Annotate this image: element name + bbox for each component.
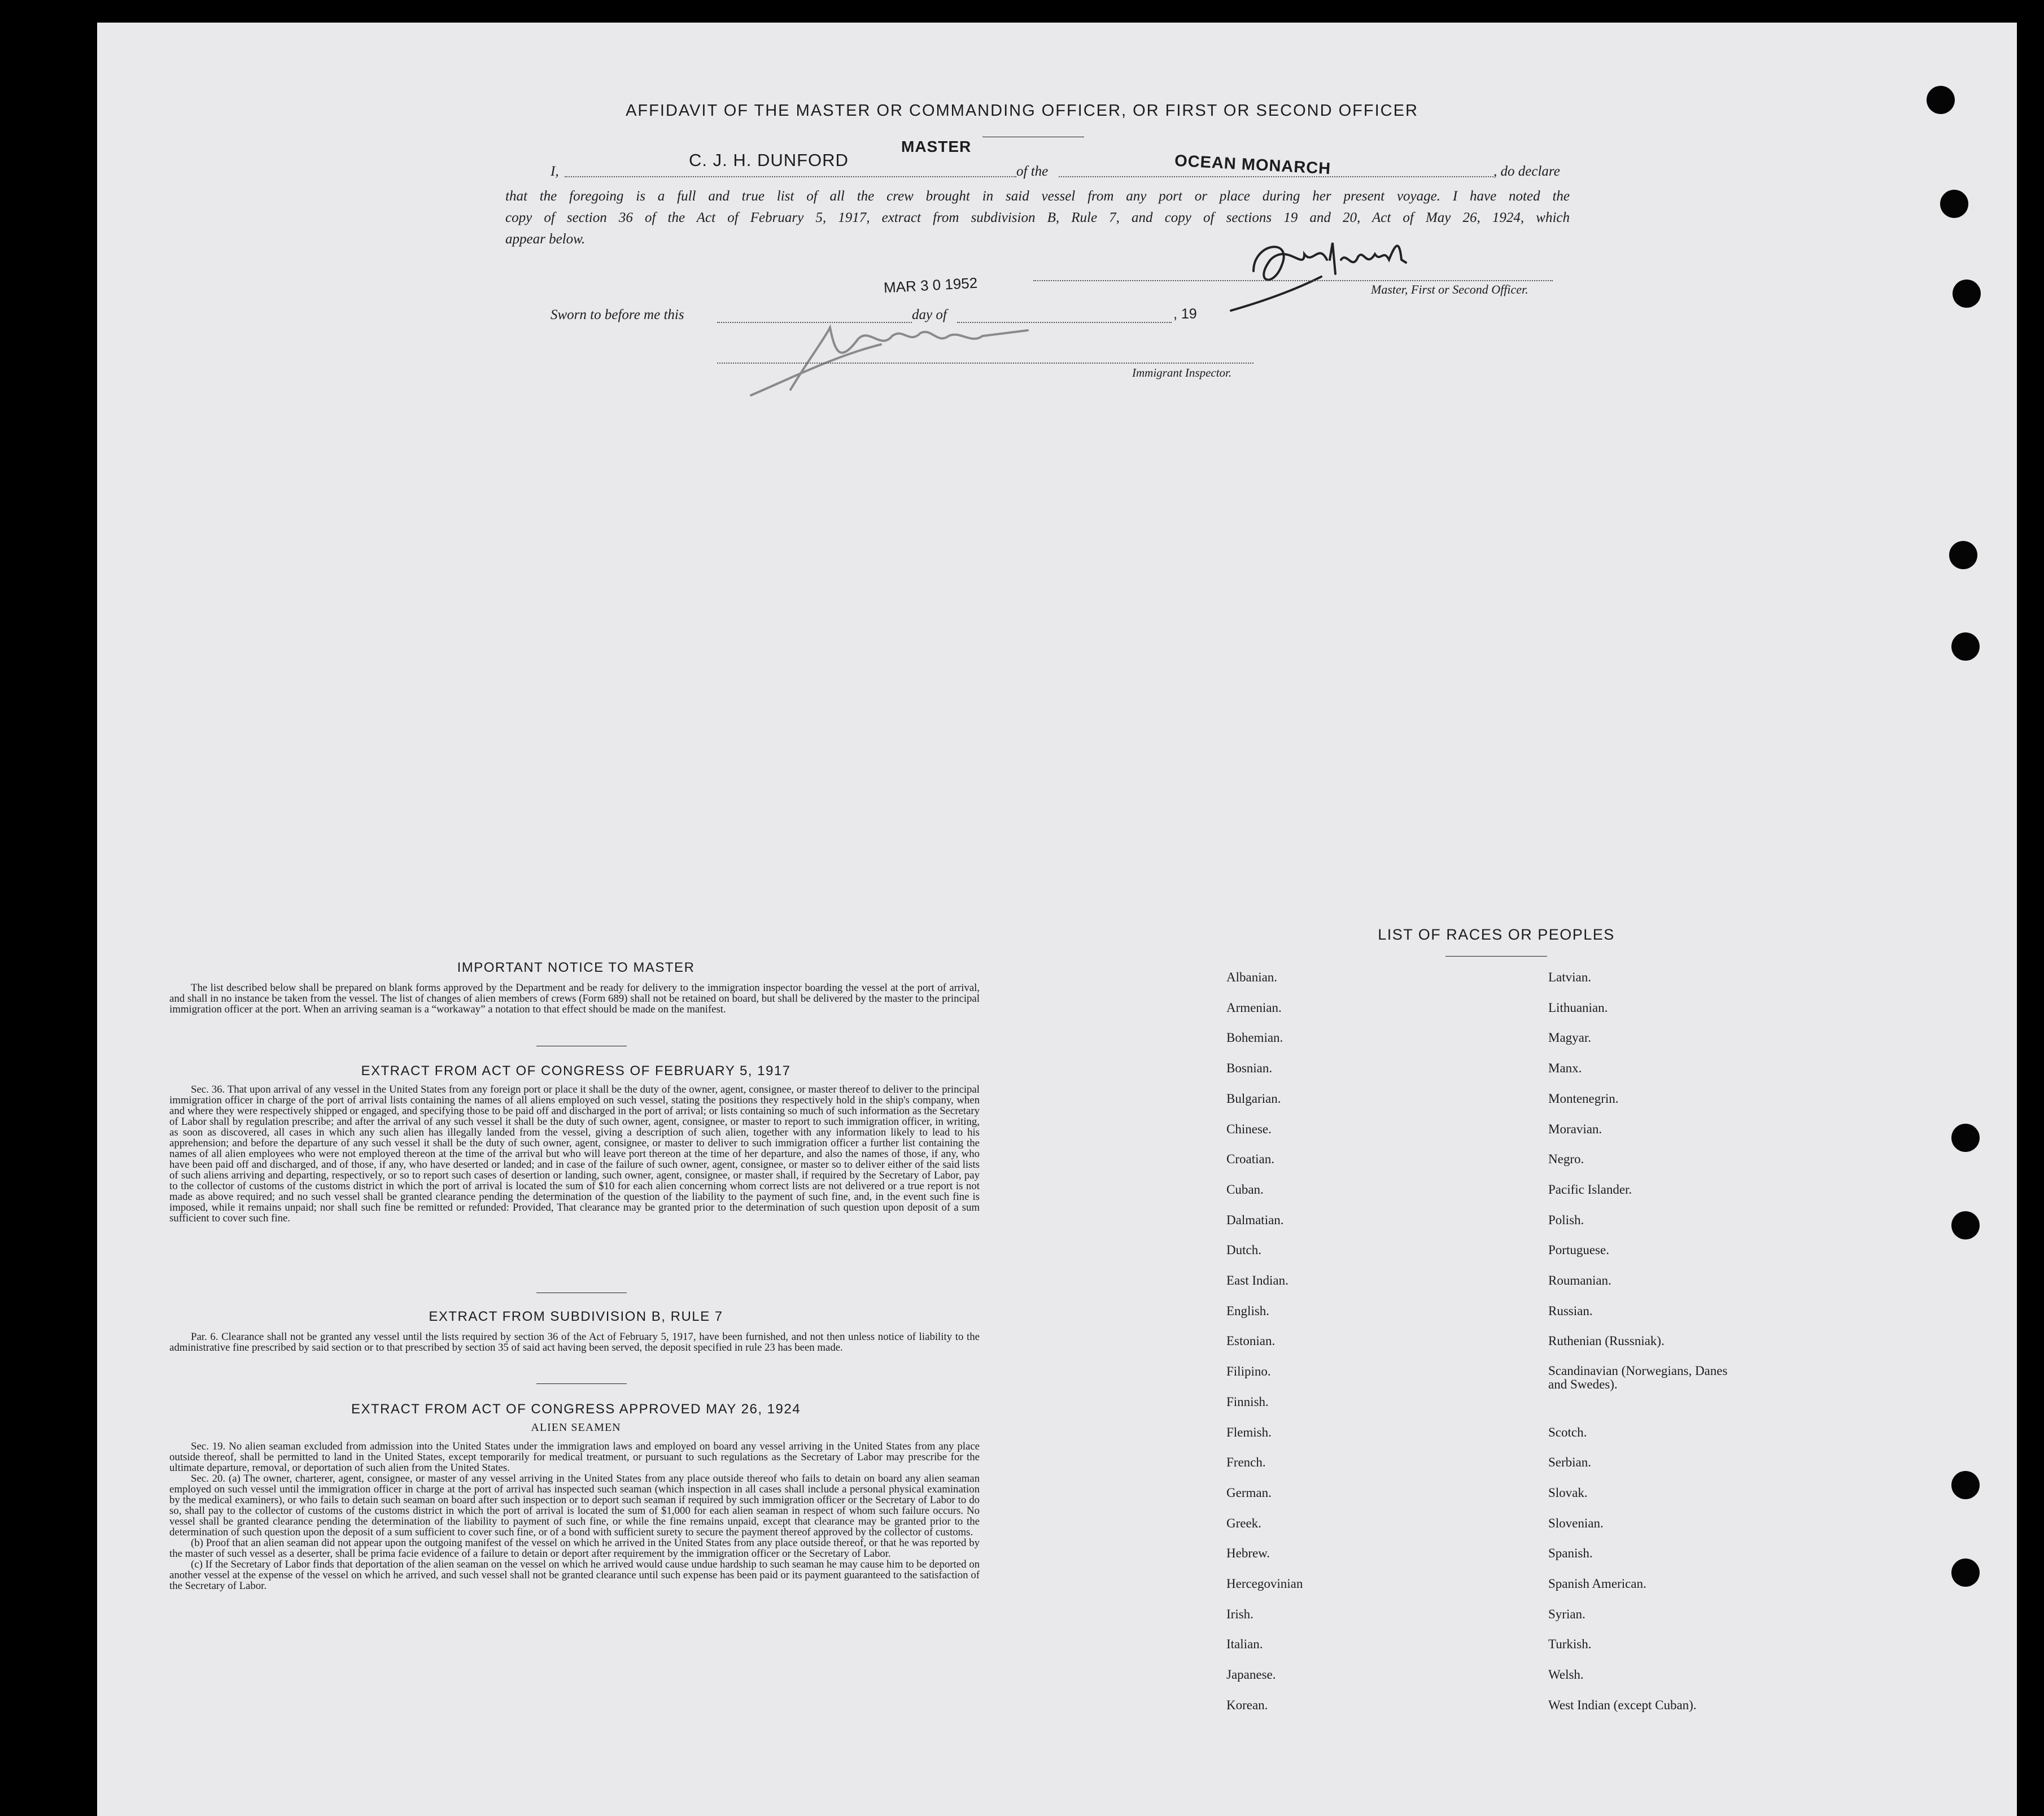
sec-20a-text: Sec. 20. (a) The owner, charterer, agent, consignee, or master of any vessel arriving in the United States from any place outside thereof who fails to detain on board any alien seaman employed on such vessel until the immigration officer in charge at the port of arrival has inspected such seaman (which inspection in all cases shall include a personal physical examination by the medical examiners), or who fails to detain such seaman on board after such inspection or to deport such seaman if required by such immigration officer or the Secretary of Labor to do so, shall pay to the collector of customs of the customs district in which the port of arrival is located the sum of $1,000 for each alien seaman in respect of whom such failure occurs. No vessel shall be granted clearance pending the determination of the liability to payment of such fine, or while the fine remains unpaid, except that clearance may be granted prior to the determination of such question upon the deposit of a sum sufficient to cover such fine, or of a bond with sufficient surety to secure the payment thereof approved by the collector of customs. — [169, 1473, 980, 1538]
race-item-left: Bulgarian. — [1226, 1091, 1281, 1106]
race-item-right: Pacific Islander. — [1548, 1182, 1632, 1197]
race-item-left: Filipino. — [1226, 1364, 1271, 1379]
inspector-signature — [745, 305, 1062, 401]
race-item-right: Serbian. — [1548, 1455, 1592, 1470]
officer-name: C. J. H. DUNFORD — [689, 150, 849, 170]
race-item-right: Ruthenian (Russniak). — [1548, 1334, 1665, 1348]
race-item-left: Croatian. — [1226, 1152, 1274, 1167]
race-item-right: Manx. — [1548, 1061, 1582, 1076]
race-item-right: Montenegrin. — [1548, 1091, 1619, 1106]
race-item-right: Roumanian. — [1548, 1273, 1611, 1287]
race-item-left: Finnish. — [1226, 1394, 1269, 1409]
race-item-left: East Indian. — [1226, 1273, 1289, 1287]
race-item-left: Korean. — [1226, 1697, 1268, 1712]
extract-rule7-title: EXTRACT FROM SUBDIVISION B, RULE 7 — [429, 1309, 723, 1324]
of-the-text: of the — [1016, 164, 1049, 179]
inspector-caption: Immigrant Inspector. — [1132, 366, 1232, 379]
punch-hole — [1940, 190, 1968, 218]
sec-20c-text: (c) If the Secretary of Labor finds that deportation of the alien seaman on the vessel on which he arrived would cause undue hardship to such seaman he may cause him to be deported on another vessel at the expense of the vessel on which he arrived, and such vessel shall not be granted clearance until such expense has been paid or its payment guaranteed to the satisfaction of the Secretary of Labor. — [169, 1559, 980, 1592]
race-item-left: Cuban. — [1226, 1182, 1264, 1197]
race-item-left: Dalmatian. — [1226, 1212, 1284, 1227]
race-item-right: Spanish American. — [1548, 1577, 1646, 1591]
vessel-name: OCEAN MONARCH — [1174, 151, 1331, 178]
race-item-right: Moravian. — [1548, 1121, 1602, 1136]
extract-1917-text: Sec. 36. That upon arrival of any vessel in the United States from any foreign port or place it shall be the duty of the owner, agent, consignee, or master thereof to deliver to the principal immigration officer in charge of the port of arrival lists containing the names of all aliens employed on such vessel, stating the positions they respectively hold in the ship's company, when and where they were respectively shipped or engaged, and specifying those to be paid off and discharged in the port of arrival; or lists containing so much of such information as the Secretary of Labor shall by regulation prescribe; and after the arrival of any such vessel it shall be the duty of such owner, agent, consignee, or master to report to such immigration officer, in writing, as soon as discovered, all cases in which any such alien has illegally landed from the vessel, giving a description of such alien, together with any information likely to lead to his apprehension; and before the departure of any such vessel it shall be the duty of such owner, agent, consignee, or master to deliver to such immigration officer a further list containing the names of all alien employees who were not employed thereon at the time of the arrival but who will leave port thereon at the time of her departure, and also the names of those, if any, who have been paid off and discharged, and of those, if any, who have deserted or landed; and in case of the failure of such owner, agent, consignee, or master so to deliver either of the said lists of such aliens arriving and departing, respectively, or so to report such cases of desertion or landing, such owner, agent, consignee, or master shall, if required by the Secretary of Labor, pay to the collector of customs of the customs district in which the port of arrival is located the sum of $10 for each alien concerning whom correct lists are not delivered or a true report is not made as above required; and no such vessel shall be granted clearance pending the determination of the question of the liability to the payment of such fine, and, in the event such fine is imposed, while it remains unpaid; nor shall such fine be remitted or refunded: Provided, That clearance may be granted prior to the determination of such question upon deposit of a sum sufficient to cover such fine. — [169, 1084, 980, 1224]
day-of-text: day of — [912, 307, 947, 322]
race-item-right: Polish. — [1548, 1212, 1584, 1227]
race-item-right: Russian. — [1548, 1303, 1593, 1318]
year-prefix: , 19 — [1173, 306, 1197, 322]
extract-rule7-text: Par. 6. Clearance shall not be granted any vessel until the lists required by section 36 of the Act of February 5, 1917, have been furnished, and not then unless notice of liability to the administrative fine prescribed by said section or to that prescribed by section 35 of said act having been served, the deposit specified in rule 23 has been made. — [169, 1331, 980, 1354]
race-item-left: Flemish. — [1226, 1425, 1272, 1439]
race-item-left: Greek. — [1226, 1516, 1261, 1530]
sec-20b-text: (b) Proof that an alien seaman did not appear upon the outgoing manifest of the vessel on which he arrived in the United States from any place outside thereof, or that he was reported by the master of such vessel as a deserter, shall be prima facie evidence of a failure to detain or deport after requirement by the immigration officer or the Secretary of Labor. — [169, 1537, 980, 1560]
race-item-left: Bohemian. — [1226, 1031, 1283, 1045]
race-item-right: Lithuanian. — [1548, 1000, 1608, 1015]
sec-19-text: Sec. 19. No alien seaman excluded from admission into the United States under the immigration laws and employed on board any vessel arriving in the United States from any place outside thereof, shall be permitted to land in the United States, except temporarily for medical treatment, or pursuant to such regulations as the Secretary of Labor may prescribe for the ultimate departure, removal, or deportation of such alien from the United States. — [169, 1440, 980, 1474]
race-item-right: Slovenian. — [1548, 1516, 1604, 1530]
race-item-right: Portuguese. — [1548, 1243, 1609, 1258]
race-item-left: French. — [1226, 1455, 1266, 1470]
punch-hole — [1951, 1471, 1980, 1499]
race-item-left: Hercegovinian — [1226, 1577, 1303, 1591]
races-title: LIST OF RACES OR PEOPLES — [1378, 926, 1615, 943]
race-item-left: Japanese. — [1226, 1667, 1276, 1682]
vessel-line — [1059, 176, 1493, 177]
races-divider — [1445, 956, 1547, 957]
race-item-left: Estonian. — [1226, 1334, 1276, 1348]
extract-1924-title: EXTRACT FROM ACT OF CONGRESS APPROVED MAY 26, 1924 — [351, 1402, 801, 1417]
race-item-left: Irish. — [1226, 1607, 1254, 1621]
extract-1917-title: EXTRACT FROM ACT OF CONGRESS OF FEBRUARY 5, 1917 — [361, 1063, 791, 1079]
race-item-right: Latvian. — [1548, 970, 1591, 984]
race-item-left: English. — [1226, 1303, 1270, 1318]
declaration-line-3: appear below. — [505, 232, 586, 247]
declaration-line-1: that the foregoing is a full and true list of all the crew brought in said vessel from any port or place during her present voyage. I have noted the — [505, 189, 1570, 204]
declaration-line-2: copy of section 36 of the Act of February 5, 1917, extract from subdivision B, Rule 7, and copy of sections 19 and 20, Act of May 26, 1924, which — [505, 210, 1570, 225]
race-item-left: German. — [1226, 1485, 1272, 1500]
sworn-text: Sworn to before me this — [551, 307, 684, 322]
race-item-left: Chinese. — [1226, 1121, 1272, 1136]
name-line — [565, 176, 1016, 177]
extract-1924-subtitle: ALIEN SEAMEN — [531, 1421, 621, 1434]
affidavit-title: AFFIDAVIT OF THE MASTER OR COMMANDING OFFICER, OR FIRST OR SECOND OFFICER — [626, 102, 1418, 120]
punch-hole — [1951, 1211, 1980, 1239]
race-item-right: Syrian. — [1548, 1607, 1586, 1621]
notice-title: IMPORTANT NOTICE TO MASTER — [457, 960, 695, 975]
punch-hole — [1951, 1124, 1980, 1152]
signature-caption: Master, First or Second Officer. — [1371, 282, 1528, 296]
race-item-left: Albanian. — [1226, 970, 1278, 984]
race-item-right: Magyar. — [1548, 1031, 1592, 1045]
race-item-right: Scotch. — [1548, 1425, 1587, 1439]
notice-text: The list described below shall be prepared on blank forms approved by the Department and be ready for delivery to the immigration inspector boarding the vessel at the port of arrival, and shall in no instance be taken from the vessel. The list of changes of alien members of crews (Form 689) shall not be retained on board, but shall be delivered by the master to the principal immigration officer at the port. When an arriving seaman is a “workaway” a notation to that effect should be made on the manifest. — [169, 982, 980, 1015]
declare-text: , do declare — [1493, 164, 1560, 179]
punch-hole — [1949, 541, 1977, 569]
extract-1924-text — [169, 1441, 980, 1591]
punch-hole — [1927, 86, 1955, 114]
date-stamp: MAR 3 0 1952 — [883, 274, 978, 296]
inspector-line — [717, 363, 1254, 364]
race-item-left: Hebrew. — [1226, 1546, 1270, 1561]
master-signature — [1220, 220, 1434, 316]
race-item-right: Negro. — [1548, 1152, 1584, 1167]
punch-hole — [1951, 1559, 1980, 1587]
punch-hole — [1953, 280, 1981, 308]
race-item-left: Dutch. — [1226, 1243, 1261, 1258]
race-item-right: West Indian (except Cuban). — [1548, 1697, 1697, 1712]
affidavit-pronoun: I, — [551, 164, 559, 179]
race-item-left: Armenian. — [1226, 1000, 1282, 1015]
divider — [536, 1383, 627, 1384]
signature-line — [1033, 280, 1553, 281]
rank-stamp: MASTER — [901, 138, 972, 155]
race-item-right: Slovak. — [1548, 1485, 1588, 1500]
race-item-left: Italian. — [1226, 1637, 1263, 1652]
race-item-right: Scandinavian (Norwegians, Danes and Swedes). — [1548, 1364, 1728, 1392]
race-item-left: Bosnian. — [1226, 1061, 1273, 1076]
punch-hole — [1951, 632, 1980, 661]
race-item-right: Welsh. — [1548, 1667, 1584, 1682]
race-item-right: Turkish. — [1548, 1637, 1592, 1652]
race-item-right: Spanish. — [1548, 1546, 1593, 1561]
